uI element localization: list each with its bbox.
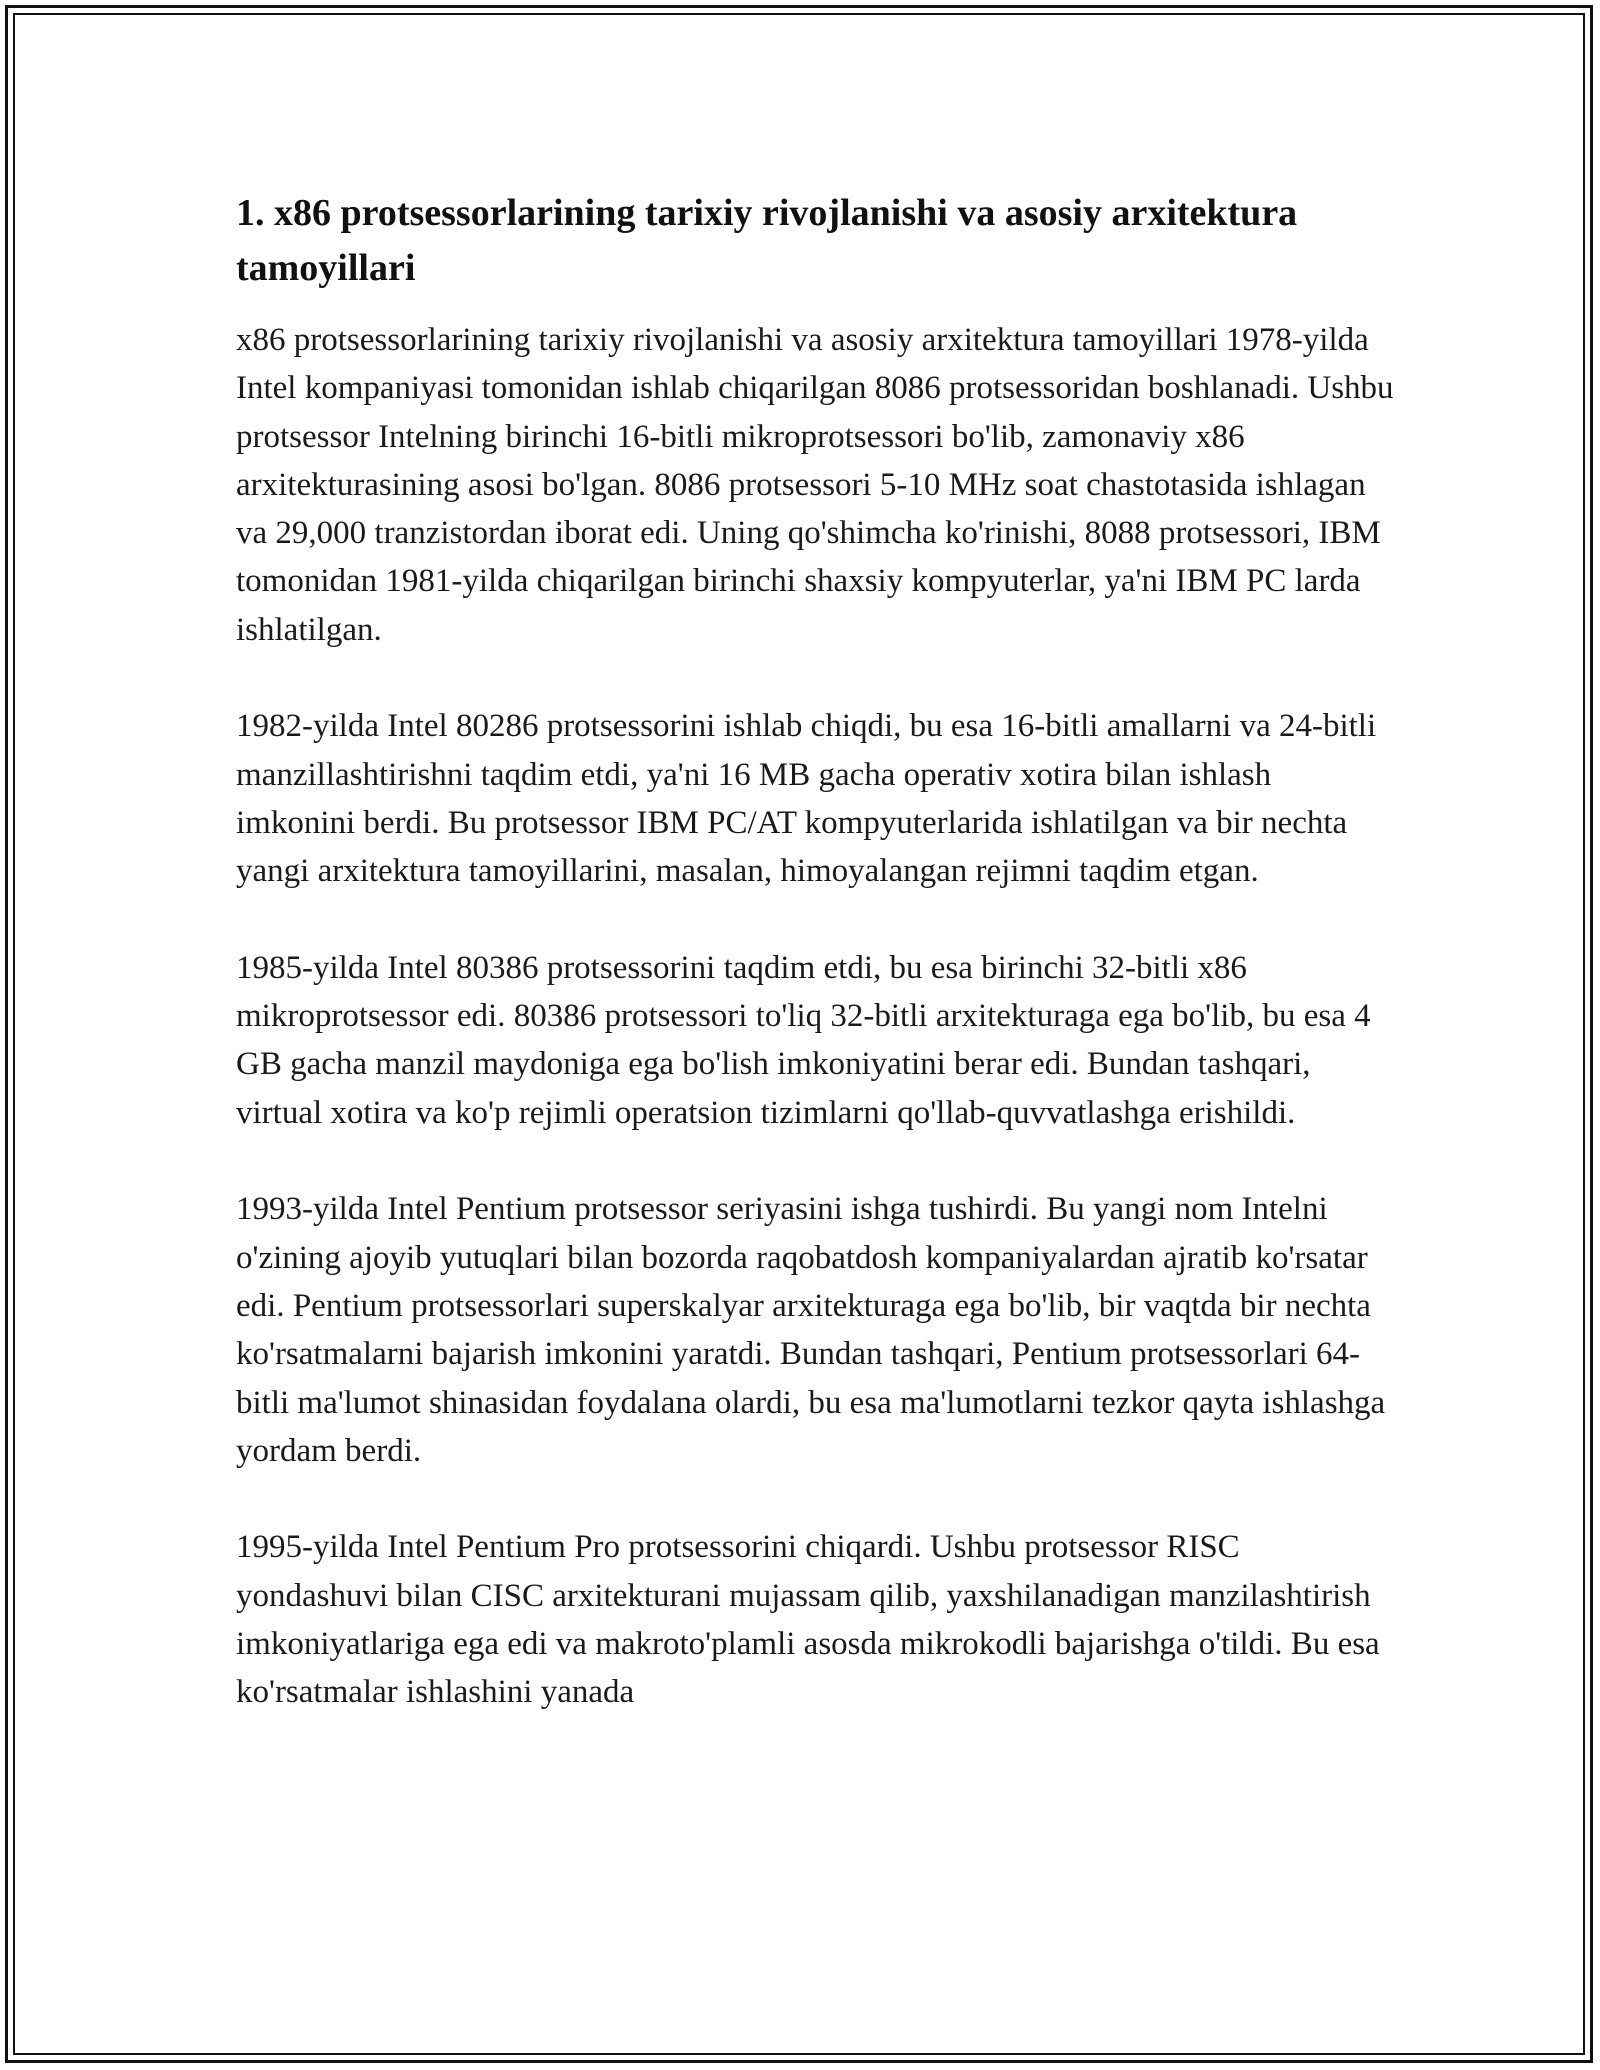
paragraph-8086: x86 protsessorlarining tarixiy rivojlanishi va asosiy arxitektura tamoyillari 1978-yilda Intel kompaniyasi tomonidan ishlab chiqarilgan 8086 protsessoridan boshlanadi. Ushbu protsessor Intelning birinchi 16-bitli mikroprotsessori bo'lib, zamonaviy x86 arxitekturasining asosi bo'lgan. 8086 protsessori 5-10 MHz soat chastotasida ishlagan va 29,000 tranzistordan iborat edi. Uning qo'shimcha ko'rinishi, 8088 protsessori, IBM tomonidan 1981-yilda chiqarilgan birinchi shaxsiy kompyuterlar, ya'ni IBM PC larda ishlatilgan. (236, 322, 1394, 648)
paragraph-pentium: 1993-yilda Intel Pentium protsessor seriyasini ishga tushirdi. Bu yangi nom Intelni o'zining ajoyib yutuqlari bilan bozorda raqobatdosh kompaniyalardan ajratib ko'rsatar edi. Pentium protsessorlari superskalyar arxitekturaga ega bo'lib, bir vaqtda bir nechta ko'rsatmalarni bajarish imkonini yaratdi. Bundan tashqari, Pentium protsessorlari 64-bitli ma'lumot shinasidan foydalana olardi, bu esa ma'lumotlarni tezkor qayta ishlashga yordam berdi. (236, 1191, 1386, 1469)
document-body (236, 186, 1396, 1765)
section-heading: 1. x86 protsessorlarining tarixiy rivojlanishi va asosiy arxitektura tamoyillari (236, 192, 1298, 289)
paragraph-80386: 1985-yilda Intel 80386 protsessorini taqdim etdi, bu esa birinchi 32-bitli x86 mikroprotsessor edi. 80386 protsessori to'liq 32-bitli arxitekturaga ega bo'lib, bu esa 4 GB gacha manzil maydoniga ega bo'lish imkoniyatini berar edi. Bundan tashqari, virtual xotira va ko'p rejimli operatsion tizimlarni qo'llab-quvvatlashga erishildi. (236, 949, 1371, 1131)
paragraph-80286: 1982-yilda Intel 80286 protsessorini ishlab chiqdi, bu esa 16-bitli amallarni va 24-bitli manzillashtirishni taqdim etdi, ya'ni 16 MB gacha operativ xotira bilan ishlash imkonini berdi. Bu protsessor IBM PC/AT kompyuterlarida ishlatilgan va bir nechta yangi arxitektura tamoyillarini, masalan, himoyalangan rejimni taqdim etgan. (236, 708, 1377, 890)
paragraph-pentium-pro: 1995-yilda Intel Pentium Pro protsessorini chiqardi. Ushbu protsessor RISC yondashuvi bilan CISC arxitekturani mujassam qilib, yaxshilanadigan manzilashtirish imkoniyatlariga ega edi va makroto'plamli asosda mikrokodli bajarishga o'tildi. Bu esa ko'rsatmalar ishlashini yanada (236, 1529, 1380, 1711)
